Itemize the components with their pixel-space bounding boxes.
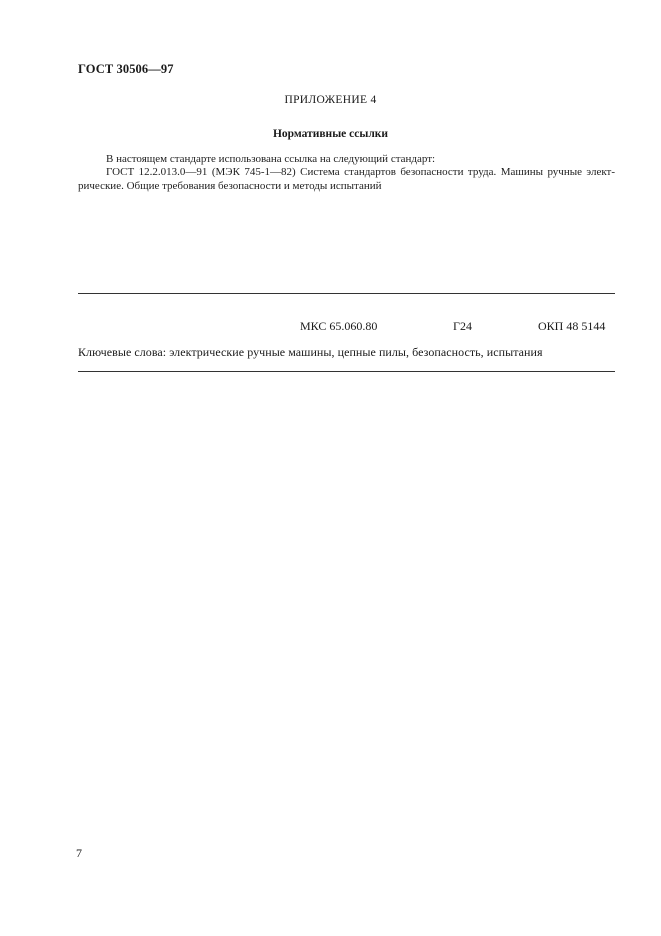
- section-title: Нормативные ссылки: [272, 128, 389, 140]
- appendix-title: ПРИЛОЖЕНИЕ 4: [284, 94, 377, 106]
- group-code: Г24: [453, 319, 472, 333]
- paragraph-reference-line-2: рические. Общие требования безопасности и методы испытаний: [78, 180, 382, 192]
- paragraph-reference-line-1: ГОСТ 12.2.013.0—91 (МЭК 745-1—82) Система стандартов безопасности труда. Машины ручные элект-: [106, 166, 615, 178]
- mks-code: МКС 65.060.80: [300, 319, 378, 333]
- keywords-line: Ключевые слова: электрические ручные машины, цепные пилы, безопасность, испытания: [78, 345, 543, 359]
- page-number: 7: [76, 846, 82, 860]
- document-code: ГОСТ 30506—97: [78, 62, 174, 76]
- okp-code: ОКП 48 5144: [538, 319, 606, 333]
- divider-top: [78, 293, 615, 294]
- paragraph-intro: В настоящем стандарте использована ссылка на следующий стандарт:: [106, 153, 436, 165]
- divider-bottom: [78, 371, 615, 372]
